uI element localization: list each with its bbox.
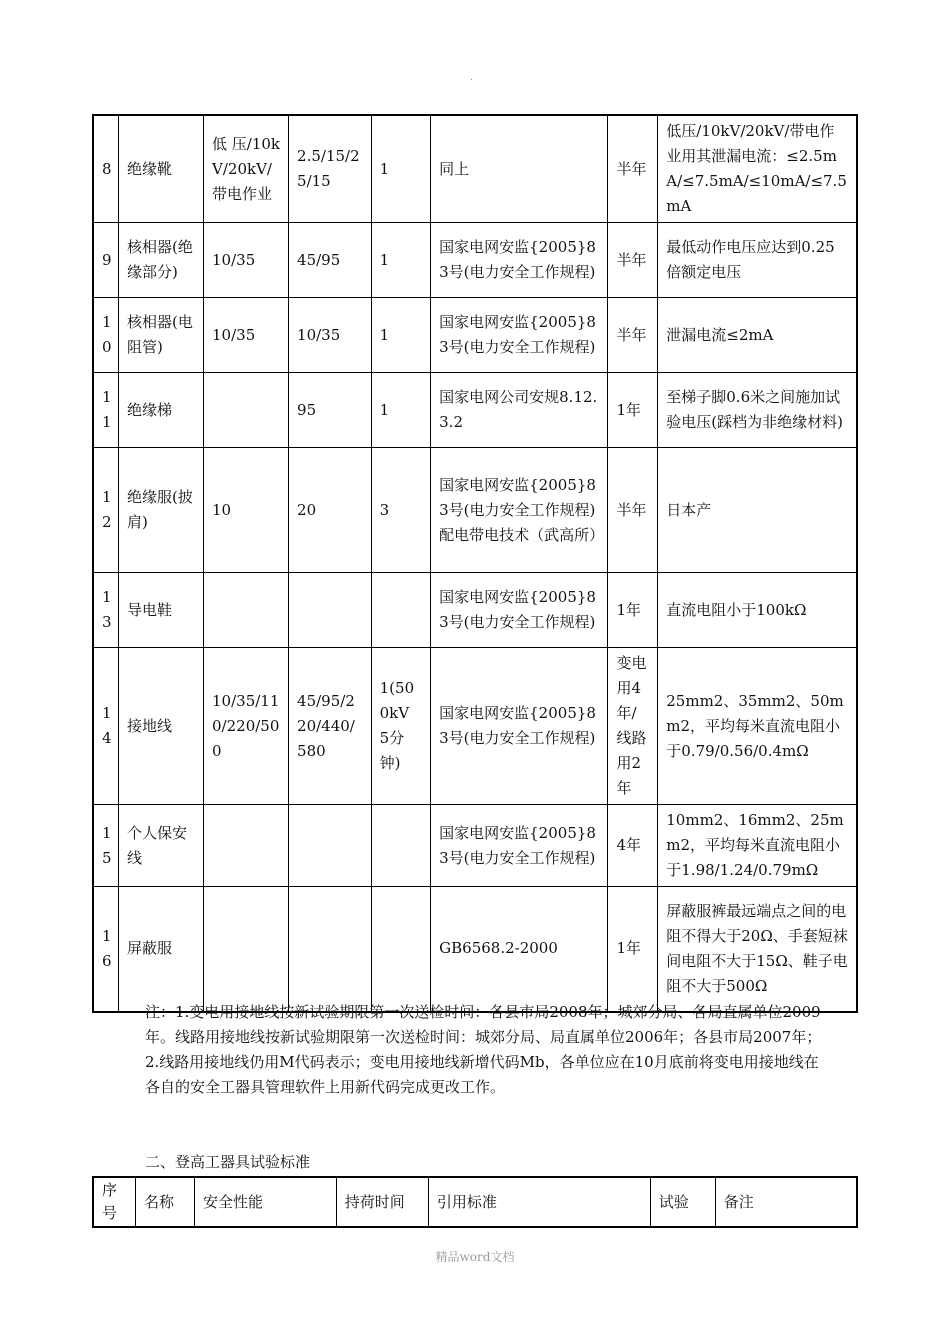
cell-remark: 25mm2、35mm2、50mm2，平均每米直流电阻小于0.79/0.56/0.4mΩ [658, 648, 857, 805]
cell-name: 核相器(电阻管) [119, 298, 204, 373]
cell-test-voltage [289, 805, 372, 887]
cell-no: 14 [93, 648, 119, 805]
cell-remark: 屏蔽服裤最远端点之间的电阻不得大于20Ω、手套短袜间电阻不大于15Ω、鞋子电阻不大于500Ω [658, 887, 857, 1012]
cell-remark: 直流电阻小于100kΩ [658, 573, 857, 648]
cell-no: 9 [93, 223, 119, 298]
header-cell-standard: 引用标准 [428, 1177, 650, 1227]
cell-standard: 国家电网公司安规8.12.3.2 [431, 373, 608, 448]
cell-rated-voltage [204, 887, 289, 1012]
header-cell-name: 名称 [136, 1177, 195, 1227]
cell-test-voltage: 10/35 [289, 298, 372, 373]
cell-standard: 同上 [431, 115, 608, 223]
cell-test-voltage [289, 887, 372, 1012]
cell-test-voltage: 45/95 [289, 223, 372, 298]
cell-no: 11 [93, 373, 119, 448]
header-cell-safety: 安全性能 [195, 1177, 337, 1227]
cell-duration: 3 [371, 448, 431, 573]
cell-standard: 国家电网安监{2005}83号(电力安全工作规程)配电带电技术（武高所） [431, 448, 608, 573]
cell-name: 导电鞋 [119, 573, 204, 648]
page-footer: 精品word文档 [435, 1250, 515, 1264]
header-cell-no: 序号 [93, 1177, 136, 1227]
cell-cycle: 半年 [608, 115, 658, 223]
cell-standard: 国家电网安监{2005}83号(电力安全工作规程) [431, 573, 608, 648]
section2-title: 二、登高工器具试验标准 [145, 1153, 311, 1171]
cell-test-voltage [289, 573, 372, 648]
table-row [93, 887, 857, 1012]
cell-remark: 至梯子脚0.6米之间施加试验电压(踩档为非绝缘材料) [658, 373, 857, 448]
cell-name: 绝缘梯 [119, 373, 204, 448]
cell-cycle: 半年 [608, 448, 658, 573]
cell-standard: 国家电网安监{2005}83号(电力安全工作规程) [431, 805, 608, 887]
cell-test-voltage: 45/95/220/440/580 [289, 648, 372, 805]
cell-rated-voltage: 10 [204, 448, 289, 573]
climbing-tools-table-header [92, 1176, 858, 1228]
cell-duration: 1 [371, 298, 431, 373]
note-1: 注：1.变电用接地线按新试验期限第一次送检时间：各县市局2008年；城郊分局、各局直属单位2009年。线路用接地线按新试验期限第一次送检时间：城郊分局、局直属单位2006年；各县市局2007年； [145, 1003, 822, 1046]
table-row [93, 115, 857, 223]
test-standard-table [92, 114, 858, 1013]
cell-cycle: 1年 [608, 887, 658, 1012]
cell-remark: 10mm2、16mm2、25mm2，平均每米直流电阻小于1.98/1.24/0.79mΩ [658, 805, 857, 887]
cell-remark: 最低动作电压应达到0.25倍额定电压 [658, 223, 857, 298]
cell-rated-voltage [204, 573, 289, 648]
cell-no: 10 [93, 298, 119, 373]
cell-duration: 1 [371, 115, 431, 223]
cell-no: 12 [93, 448, 119, 573]
cell-duration: 1(500kV 5分钟) [371, 648, 431, 805]
table-row [93, 223, 857, 298]
cell-cycle: 4年 [608, 805, 658, 887]
cell-rated-voltage: 10/35 [204, 223, 289, 298]
cell-standard: GB6568.2-2000 [431, 887, 608, 1012]
cell-name: 核相器(绝缘部分) [119, 223, 204, 298]
cell-name: 屏蔽服 [119, 887, 204, 1012]
cell-no: 13 [93, 573, 119, 648]
cell-rated-voltage: 10/35/110/220/500 [204, 648, 289, 805]
cell-cycle: 1年 [608, 573, 658, 648]
cell-no: 8 [93, 115, 119, 223]
cell-remark: 低压/10kV/20kV/带电作业用其泄漏电流：≤2.5mA/≤7.5mA/≤10mA/≤7.5mA [658, 115, 857, 223]
header-cell-test: 试验 [650, 1177, 715, 1227]
table-row [93, 448, 857, 573]
cell-cycle: 半年 [608, 223, 658, 298]
table-row [93, 573, 857, 648]
cell-no: 15 [93, 805, 119, 887]
cell-name: 个人保安线 [119, 805, 204, 887]
cell-duration [371, 573, 431, 648]
table-row [93, 648, 857, 805]
page-dot: . [470, 72, 474, 83]
header-cell-duration: 持荷时间 [336, 1177, 428, 1227]
cell-remark: 泄漏电流≤2mA [658, 298, 857, 373]
cell-standard: 国家电网安监{2005}83号(电力安全工作规程) [431, 648, 608, 805]
cell-test-voltage: 95 [289, 373, 372, 448]
cell-rated-voltage: 10/35 [204, 298, 289, 373]
cell-duration: 1 [371, 223, 431, 298]
cell-test-voltage: 2.5/15/25/15 [289, 115, 372, 223]
cell-remark: 日本产 [658, 448, 857, 573]
cell-duration: 1 [371, 373, 431, 448]
cell-cycle: 1年 [608, 373, 658, 448]
table-row [93, 298, 857, 373]
table-row [93, 373, 857, 448]
header-cell-remark: 备注 [715, 1177, 857, 1227]
table-row [93, 805, 857, 887]
cell-cycle: 变电用4年/线路用2年 [608, 648, 658, 805]
cell-name: 绝缘靴 [119, 115, 204, 223]
cell-cycle: 半年 [608, 298, 658, 373]
cell-standard: 国家电网安监{2005}83号(电力安全工作规程) [431, 298, 608, 373]
cell-rated-voltage: 低 压/10kV/20kV/带电作业 [204, 115, 289, 223]
notes-block [145, 1000, 825, 1100]
cell-duration [371, 805, 431, 887]
cell-rated-voltage [204, 373, 289, 448]
cell-no: 16 [93, 887, 119, 1012]
table-body [93, 115, 857, 1012]
cell-name: 接地线 [119, 648, 204, 805]
cell-name: 绝缘服(披肩) [119, 448, 204, 573]
cell-rated-voltage [204, 805, 289, 887]
cell-duration [371, 887, 431, 1012]
cell-test-voltage: 20 [289, 448, 372, 573]
cell-standard: 国家电网安监{2005}83号(电力安全工作规程) [431, 223, 608, 298]
header-row [93, 1177, 857, 1227]
note-2: 2.线路用接地线仍用M代码表示；变电用接地线新增代码Mb，各单位应在10月底前将变电用接地线在各自的安全工器具管理软件上用新代码完成更改工作。 [145, 1053, 819, 1096]
